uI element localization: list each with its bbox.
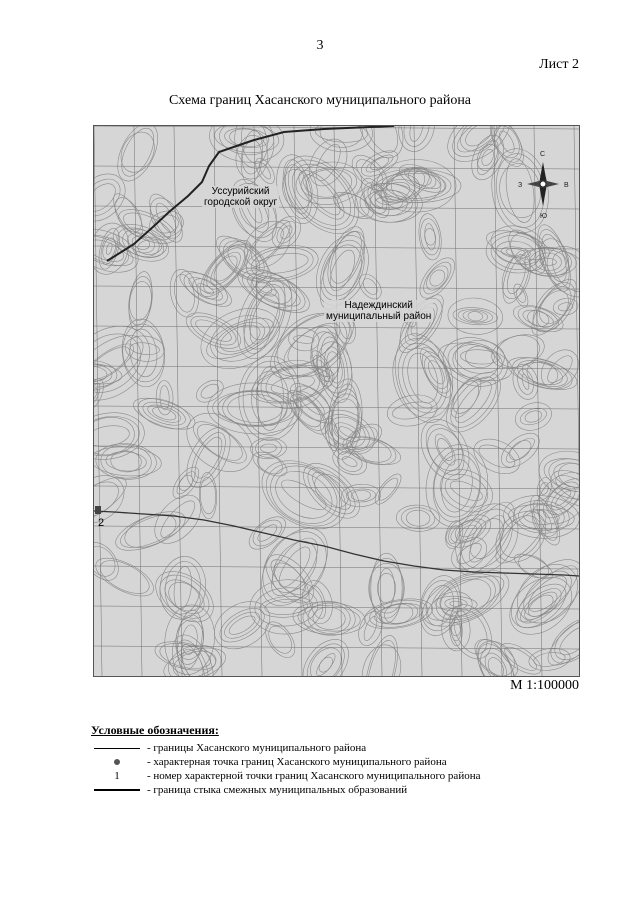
legend-title: Условные обозначения: bbox=[91, 723, 219, 737]
legend bbox=[91, 723, 591, 797]
legend-item-text: - границы Хасанского муниципального района bbox=[147, 742, 367, 754]
thin-line-symbol bbox=[91, 748, 143, 749]
legend-item bbox=[91, 783, 591, 797]
point-number-label: 2 bbox=[98, 517, 105, 529]
compass-west: З bbox=[518, 182, 523, 189]
map-title: Схема границ Хасанского муниципального района bbox=[168, 93, 472, 108]
legend-item bbox=[91, 755, 591, 769]
page-number: 3 bbox=[316, 38, 324, 53]
number-symbol bbox=[91, 770, 143, 782]
legend-item-text: - граница стыка смежных муниципальных образований bbox=[147, 784, 408, 796]
map-scale: М 1:100000 bbox=[510, 678, 579, 693]
thick-line-symbol bbox=[91, 789, 143, 791]
nadezhdinsky-district-label: Надеждинский муниципальный район bbox=[326, 300, 432, 322]
topographic-map bbox=[93, 125, 580, 677]
legend-item-text: - характерная точка границ Хасанского муниципального района bbox=[147, 756, 447, 768]
legend-item-text: - номер характерной точки границ Хасанского муниципального района bbox=[147, 770, 481, 782]
dot-symbol bbox=[91, 759, 143, 765]
legend-item bbox=[91, 769, 591, 783]
legend-item bbox=[91, 741, 591, 755]
sheet-label: Лист 2 bbox=[539, 57, 579, 72]
compass-south: Ю bbox=[540, 213, 548, 220]
number-symbol-text: 1 bbox=[114, 770, 120, 782]
ussuriysky-district-label: Уссурийский городской округ bbox=[204, 186, 278, 208]
characteristic-point-marker bbox=[95, 506, 101, 514]
compass-east: В bbox=[564, 182, 569, 189]
map-canvas bbox=[94, 126, 579, 676]
compass-north: С bbox=[540, 151, 546, 158]
